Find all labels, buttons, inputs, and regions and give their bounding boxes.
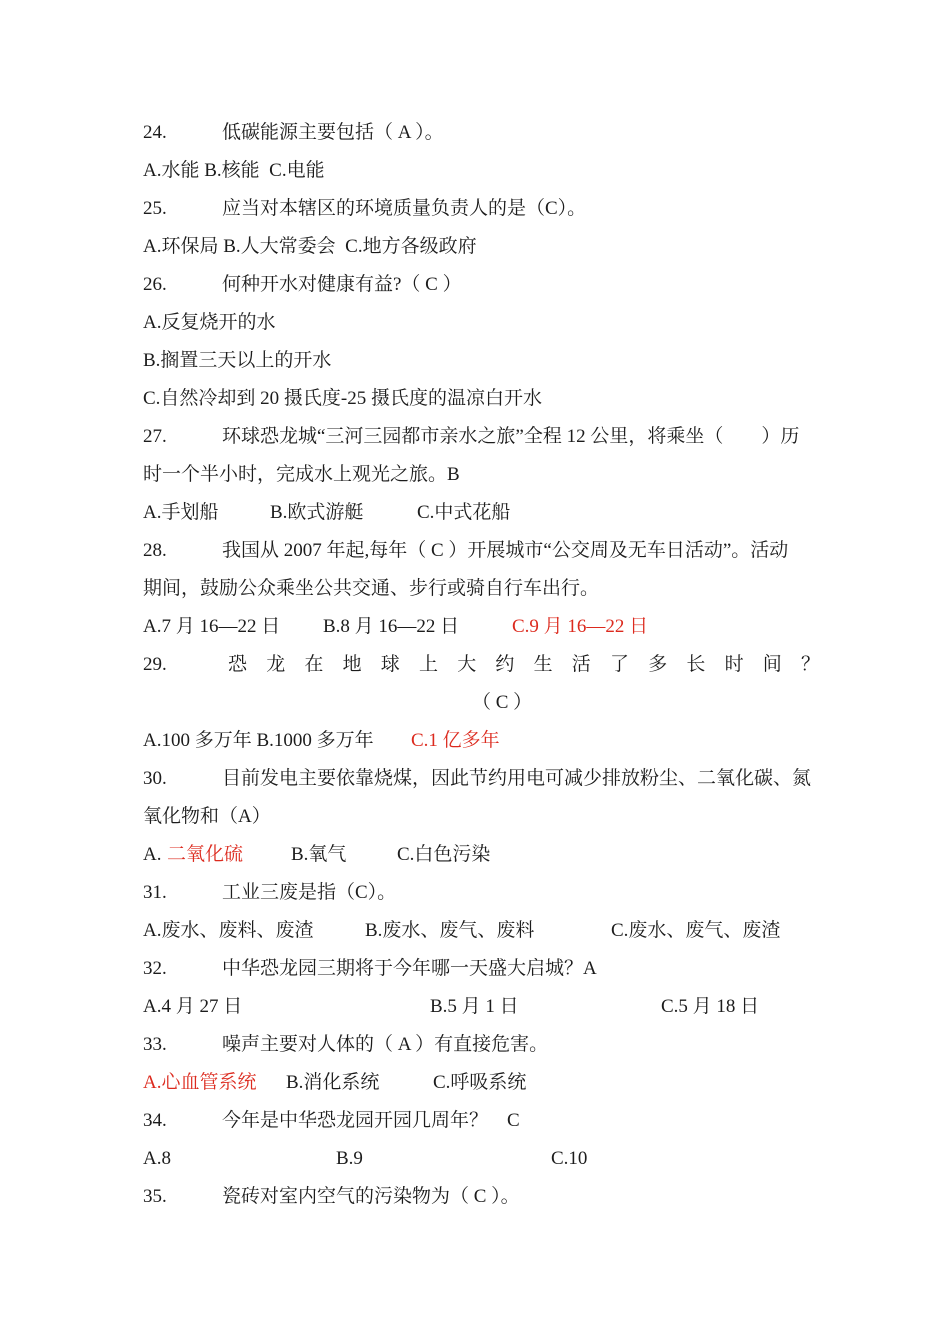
q32-stem xyxy=(143,950,820,988)
question-number: 33. xyxy=(143,1034,167,1055)
option-a: A.废水、废料、废渣 xyxy=(143,920,314,941)
q34-options xyxy=(143,1140,820,1178)
q29-stem xyxy=(143,646,820,684)
q28-stem-line1 xyxy=(143,532,820,570)
question-text: 今年是中华恐龙园开园几周年？ C xyxy=(222,1110,520,1131)
question-text: 我国从 2007 年起,每年（ C ）开展城市“公交周及无车日活动”。活动 xyxy=(222,540,789,561)
question-number: 27. xyxy=(143,426,167,447)
answer-mark: （ C ） xyxy=(472,692,533,713)
option-c-answer: C.9 月 16—22 日 xyxy=(512,616,649,637)
question-number: 31. xyxy=(143,882,167,903)
option-c: C.白色污染 xyxy=(397,844,491,865)
q26-option-a xyxy=(143,304,820,342)
question-text-continued: 时一个半小时，完成水上观光之旅。B xyxy=(143,464,460,485)
option-b: B.8 月 16—22 日 xyxy=(323,616,460,637)
option-b: B.氧气 xyxy=(291,844,347,865)
option-c: C.中式花船 xyxy=(417,502,511,523)
option-a: A.8 xyxy=(143,1148,171,1169)
q25-stem xyxy=(143,190,820,228)
q27-stem-line2 xyxy=(143,456,820,494)
option-a-answer: A.心血管系统 xyxy=(143,1072,257,1093)
question-number: 32. xyxy=(143,958,167,979)
question-text: 低碳能源主要包括（ A ）。 xyxy=(222,122,444,143)
option-a-answer: 二氧化硫 xyxy=(167,844,244,865)
option-b: B.废水、废气、废料 xyxy=(365,920,535,941)
q27-options xyxy=(143,494,820,532)
q28-options xyxy=(143,608,820,646)
q28-stem-line2 xyxy=(143,570,820,608)
q26-stem xyxy=(143,266,820,304)
question-text: 何种开水对健康有益?（ C ） xyxy=(222,274,462,295)
question-number: 28. xyxy=(143,540,167,561)
q33-options xyxy=(143,1064,820,1102)
option-c: C.废水、废气、废渣 xyxy=(611,920,781,941)
option-c: C.10 xyxy=(551,1148,588,1169)
q31-options xyxy=(143,912,820,950)
question-number: 24. xyxy=(143,122,167,143)
question-text: 应当对本辖区的环境质量负责人的是（C）。 xyxy=(222,198,587,219)
q30-options xyxy=(143,836,820,874)
option-b: B.搁置三天以上的开水 xyxy=(143,350,332,371)
quiz-text-block xyxy=(143,114,820,1216)
q30-stem-line1 xyxy=(143,760,820,798)
option-a: A.反复烧开的水 xyxy=(143,312,276,333)
question-text: 噪声主要对人体的（ A ）有直接危害。 xyxy=(222,1034,549,1055)
question-text-justified: 恐 龙 在 地 球 上 大 约 生 活 了 多 长 时 间 ？ xyxy=(228,654,820,675)
option-b: B.5 月 1 日 xyxy=(430,996,519,1017)
q24-options xyxy=(143,152,820,190)
q29-options xyxy=(143,722,820,760)
question-number: 25. xyxy=(143,198,167,219)
question-number: 30. xyxy=(143,768,167,789)
option-b: B.欧式游艇 xyxy=(270,502,364,523)
option-a: A.7 月 16—22 日 xyxy=(143,616,281,637)
q32-options xyxy=(143,988,820,1026)
option-c: C.自然冷却到 20 摄氏度-25 摄氏度的温凉白开水 xyxy=(143,388,543,409)
option-c-answer: C.1 亿多年 xyxy=(411,730,500,751)
q25-options xyxy=(143,228,820,266)
option-c: C.呼吸系统 xyxy=(433,1072,527,1093)
q35-stem xyxy=(143,1178,820,1216)
question-text: 目前发电主要依靠烧煤，因此节约用电可减少排放粉尘、二氧化碳、氮 xyxy=(222,768,812,789)
option-b: B.9 xyxy=(336,1148,363,1169)
option-c: C.5 月 18 日 xyxy=(661,996,760,1017)
question-text: 工业三废是指（C）。 xyxy=(222,882,397,903)
question-text-continued: 氧化物和（A） xyxy=(143,806,271,827)
q29-answer-line xyxy=(143,684,820,722)
question-number: 29. xyxy=(143,654,167,675)
question-text: 中华恐龙园三期将于今年哪一天盛大启城？A xyxy=(222,958,597,979)
q26-option-c xyxy=(143,380,820,418)
q26-option-b xyxy=(143,342,820,380)
q24-stem xyxy=(143,114,820,152)
question-text: 环球恐龙城“三河三园都市亲水之旅”全程 12 公里，将乘坐（ ）历 xyxy=(222,426,800,447)
q31-stem xyxy=(143,874,820,912)
question-text: 瓷砖对室内空气的污染物为（ C ）。 xyxy=(222,1186,520,1207)
option-a: A.4 月 27 日 xyxy=(143,996,243,1017)
options-row: A.水能 B.核能 C.电能 xyxy=(143,160,325,181)
q34-stem xyxy=(143,1102,820,1140)
option-a-label: A. xyxy=(143,844,162,865)
question-number: 35. xyxy=(143,1186,167,1207)
options-row: A.环保局 B.人大常委会 C.地方各级政府 xyxy=(143,236,477,257)
q27-stem-line1 xyxy=(143,418,820,456)
q33-stem xyxy=(143,1026,820,1064)
q30-stem-line2 xyxy=(143,798,820,836)
option-a: A.手划船 xyxy=(143,502,219,523)
question-number: 34. xyxy=(143,1110,167,1131)
question-text-continued: 期间，鼓励公众乘坐公共交通、步行或骑自行车出行。 xyxy=(143,578,600,599)
options-a-b: A.100 多万年 B.1000 多万年 xyxy=(143,730,374,751)
question-number: 26. xyxy=(143,274,167,295)
option-b: B.消化系统 xyxy=(286,1072,380,1093)
